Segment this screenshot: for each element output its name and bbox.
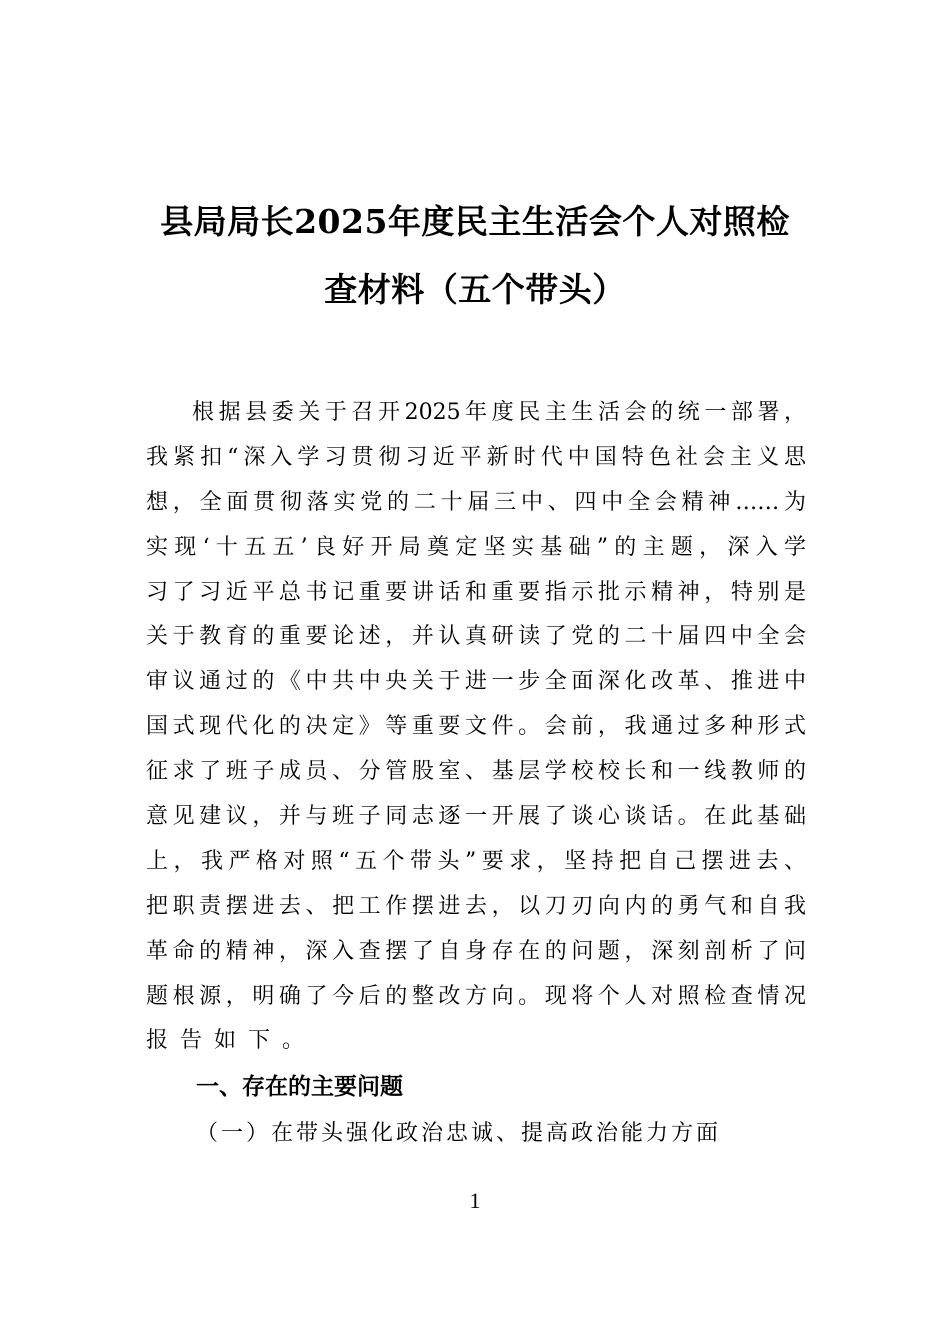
- paragraph-line: 上，我严格对照“五个带头”要求，坚持把自己摆进去、: [146, 848, 806, 874]
- paragraph-line: 想，全面贯彻落实党的二十届三中、四中全会精神……为: [146, 489, 806, 515]
- page-number: 1: [469, 1188, 481, 1213]
- document-title-line-1: 县局局长2025年度民主生活会个人对照检: [160, 202, 790, 241]
- paragraph-line: 题根源，明确了今后的整改方向。现将个人对照检查情况: [146, 983, 806, 1009]
- paragraph-line: 征求了班子成员、分管股室、基层学校校长和一线教师的: [146, 759, 806, 785]
- paragraph-line: 审议通过的《中共中央关于进一步全面深化改革、推进中: [146, 669, 806, 695]
- paragraph-line: 根据县委关于召开2025年度民主生活会的统一部署，: [192, 400, 806, 425]
- paragraph-line: 关于教育的重要论述，并认真研读了党的二十届四中全会: [146, 624, 806, 650]
- paragraph-line: 我紧扣“深入学习贯彻习近平新时代中国特色社会主义思: [146, 444, 806, 470]
- paragraph-line: 革命的精神，深入查摆了自身存在的问题，深刻剖析了问: [146, 938, 806, 964]
- paragraph-line: 实现‘十五五’良好开局奠定坚实基础”的主题，深入学: [146, 534, 806, 560]
- paragraph-line: 习了习近平总书记重要讲话和重要指示批示精神，特别是: [146, 579, 806, 605]
- subsection-heading: （一）在带头强化政治忠诚、提高政治能力方面: [196, 1121, 722, 1146]
- document-title-line-2: 查材料（五个带头）: [324, 270, 626, 309]
- section-heading: 一、存在的主要问题: [196, 1074, 403, 1100]
- paragraph-line: 报告如下。: [146, 1028, 317, 1054]
- intro-paragraph: [146, 396, 806, 1069]
- paragraph-line: 把职责摆进去、把工作摆进去，以刀刃向内的勇气和自我: [146, 893, 806, 919]
- paragraph-line: 国式现代化的决定》等重要文件。会前，我通过多种形式: [146, 714, 806, 740]
- paragraph-line: 意见建议，并与班子同志逐一开展了谈心谈话。在此基础: [146, 804, 806, 830]
